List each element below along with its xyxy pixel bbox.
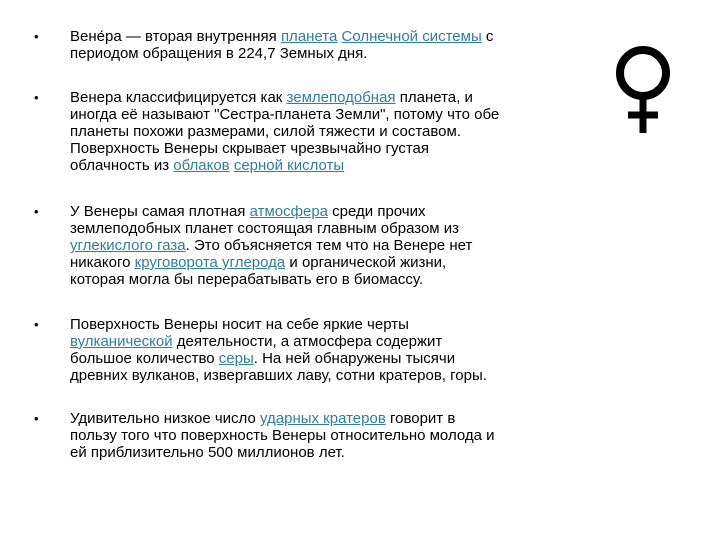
- text-line: [70, 140, 600, 157]
- text-segment: Поверхность Венеры скрывает чрезвычайно густая: [70, 140, 429, 157]
- text-segment: древних вулканов, извергавших лаву, сотни кратеров, горы.: [70, 367, 487, 384]
- text-segment: периодом обращения в 224,7 Земных дня.: [70, 45, 368, 62]
- hyperlink[interactable]: серы: [218, 350, 254, 367]
- text-segment: и органической жизни,: [285, 254, 447, 271]
- hyperlink[interactable]: вулканической: [70, 333, 173, 350]
- text-segment: никакого: [70, 254, 135, 271]
- hyperlink[interactable]: планета: [280, 28, 338, 45]
- bullet-text: [70, 203, 600, 288]
- text-segment: большое количество: [70, 350, 219, 367]
- text-line: [70, 203, 600, 220]
- text-line: [70, 350, 600, 367]
- text-line: [70, 157, 600, 174]
- text-segment: Удивительно низкое число: [70, 410, 260, 427]
- text-segment: планеты похожи размерами, силой тяжести и составом.: [70, 123, 462, 140]
- hyperlink[interactable]: Солнечной системы: [341, 28, 482, 45]
- text-segment: . На ней обнаружены тысячи: [253, 350, 456, 367]
- text-line: [70, 89, 600, 106]
- text-line: [70, 45, 600, 62]
- text-segment: Поверхность Венеры носит на себе яркие черты: [70, 316, 409, 333]
- text-line: [70, 333, 600, 350]
- text-segment: среди прочих: [328, 203, 426, 220]
- bullet-marker: •: [34, 411, 39, 426]
- text-segment: которая могла бы перерабатывать его в биомассу.: [70, 271, 424, 288]
- text-line: [70, 410, 600, 427]
- text-segment: ей приблизительно 500 миллионов лет.: [70, 444, 345, 461]
- hyperlink[interactable]: ударных кратеров: [260, 410, 386, 427]
- text-segment: У Венеры самая плотная: [70, 203, 250, 220]
- text-segment: с: [481, 28, 494, 45]
- text-line: [70, 254, 600, 271]
- text-line: [70, 427, 600, 444]
- text-line: [70, 316, 600, 333]
- text-line: [70, 220, 600, 237]
- bullet-marker: •: [34, 90, 39, 105]
- text-line: [70, 367, 600, 384]
- text-segment: Венера классифицируется как: [70, 89, 287, 106]
- text-segment: . Это объясняется тем что на Венере нет: [185, 237, 473, 254]
- hyperlink[interactable]: атмосфера: [249, 203, 328, 220]
- text-line: [70, 444, 600, 461]
- text-line: [70, 271, 600, 288]
- text-line: [70, 237, 600, 254]
- hyperlink[interactable]: землеподобная: [286, 89, 396, 106]
- text-segment: иногда её называют "Сестра-планета Земли", потому что обе: [70, 106, 500, 123]
- text-segment: говорит в: [385, 410, 456, 427]
- bullet-marker: •: [34, 204, 39, 219]
- bullet-marker: •: [34, 317, 39, 332]
- text-segment: Вене́ра — вторая внутренняя: [70, 28, 281, 45]
- text-segment: пользу того что поверхность Венеры относительно молода и: [70, 427, 495, 444]
- bullet-text: [70, 89, 600, 174]
- text-segment: землеподобных планет состоящая главным образом из: [70, 220, 460, 237]
- text-line: [70, 28, 600, 45]
- bullet-marker: •: [34, 29, 39, 44]
- text-segment: облачность из: [70, 157, 174, 174]
- text-segment: планета, и: [395, 89, 473, 106]
- bullet-text: [70, 410, 600, 461]
- text-segment: деятельности, а атмосфера содержит: [172, 333, 443, 350]
- hyperlink[interactable]: облаков: [173, 157, 230, 174]
- venus-symbol-icon: [608, 43, 678, 135]
- bullet-text: [70, 28, 600, 62]
- hyperlink[interactable]: круговорота углерода: [134, 254, 286, 271]
- hyperlink[interactable]: углекислого газа: [70, 237, 186, 254]
- text-line: [70, 106, 600, 123]
- hyperlink[interactable]: серной кислоты: [233, 157, 345, 174]
- text-line: [70, 123, 600, 140]
- bullet-text: [70, 316, 600, 384]
